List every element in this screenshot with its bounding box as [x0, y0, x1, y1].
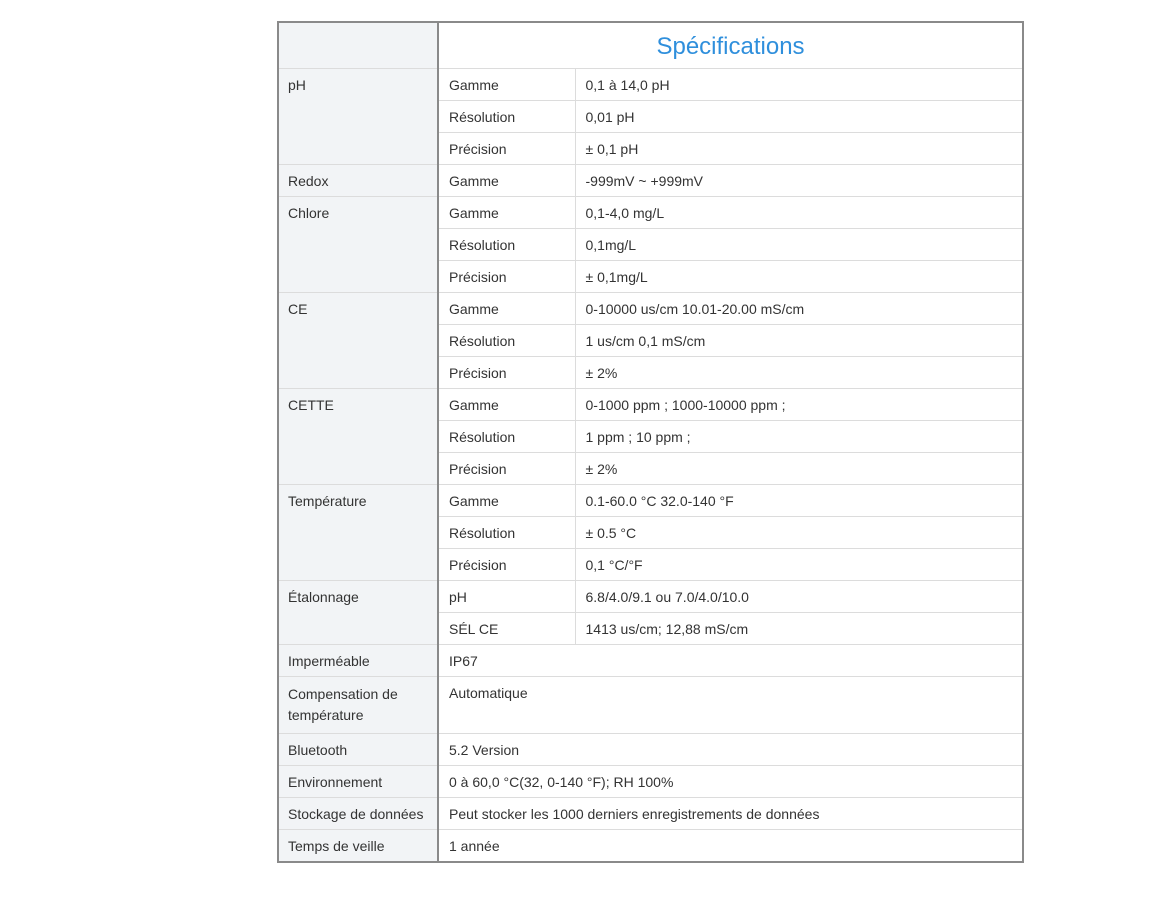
parameter-cell: Gamme — [438, 485, 575, 517]
parameter-cell: Gamme — [438, 389, 575, 421]
table-body — [278, 69, 1023, 863]
value-cell: IP67 — [438, 645, 1023, 677]
category-cell: CETTE — [278, 389, 438, 485]
value-cell: 0,01 pH — [575, 101, 1023, 133]
category-cell: Stockage de données — [278, 798, 438, 830]
parameter-cell: Gamme — [438, 197, 575, 229]
table-row — [278, 830, 1023, 863]
value-cell: ± 0,1mg/L — [575, 261, 1023, 293]
table-row — [278, 165, 1023, 197]
table-row — [278, 645, 1023, 677]
value-cell: Peut stocker les 1000 derniers enregistrements de données — [438, 798, 1023, 830]
value-cell: ± 2% — [575, 357, 1023, 389]
table-row — [278, 197, 1023, 229]
parameter-cell: Précision — [438, 357, 575, 389]
parameter-cell: Gamme — [438, 165, 575, 197]
value-cell: 0-1000 ppm ; 1000-10000 ppm ; — [575, 389, 1023, 421]
header-corner-cell — [278, 22, 438, 69]
table-title: Spécifications — [438, 22, 1023, 69]
value-cell: 6.8/4.0/9.1 ou 7.0/4.0/10.0 — [575, 581, 1023, 613]
parameter-cell: Précision — [438, 549, 575, 581]
parameter-cell: Gamme — [438, 69, 575, 101]
value-cell: Automatique — [438, 677, 1023, 734]
value-cell: 0-10000 us/cm 10.01-20.00 mS/cm — [575, 293, 1023, 325]
category-cell: Redox — [278, 165, 438, 197]
table-row — [278, 766, 1023, 798]
category-cell: Imperméable — [278, 645, 438, 677]
value-cell: 0,1 à 14,0 pH — [575, 69, 1023, 101]
parameter-cell: Résolution — [438, 517, 575, 549]
category-cell: Température — [278, 485, 438, 581]
table-row — [278, 69, 1023, 101]
table-row — [278, 293, 1023, 325]
value-cell: 5.2 Version — [438, 734, 1023, 766]
table-row — [278, 798, 1023, 830]
table-row — [278, 389, 1023, 421]
value-cell: 1 us/cm 0,1 mS/cm — [575, 325, 1023, 357]
category-cell: pH — [278, 69, 438, 165]
table-row — [278, 485, 1023, 517]
parameter-cell: Précision — [438, 133, 575, 165]
parameter-cell: SÉL CE — [438, 613, 575, 645]
parameter-cell: Précision — [438, 261, 575, 293]
value-cell: 1413 us/cm; 12,88 mS/cm — [575, 613, 1023, 645]
category-cell: Bluetooth — [278, 734, 438, 766]
parameter-cell: Précision — [438, 453, 575, 485]
value-cell: 0,1mg/L — [575, 229, 1023, 261]
parameter-cell: Résolution — [438, 101, 575, 133]
value-cell: ± 2% — [575, 453, 1023, 485]
value-cell: 0.1-60.0 °C 32.0-140 °F — [575, 485, 1023, 517]
category-cell: Environnement — [278, 766, 438, 798]
parameter-cell: pH — [438, 581, 575, 613]
value-cell: -999mV ~ +999mV — [575, 165, 1023, 197]
category-cell: Étalonnage — [278, 581, 438, 645]
specifications-table — [277, 21, 1024, 863]
parameter-cell: Résolution — [438, 229, 575, 261]
parameter-cell: Résolution — [438, 325, 575, 357]
value-cell: 0,1-4,0 mg/L — [575, 197, 1023, 229]
category-cell: Temps de veille — [278, 830, 438, 863]
value-cell: 0,1 °C/°F — [575, 549, 1023, 581]
category-cell: CE — [278, 293, 438, 389]
value-cell: 0 à 60,0 °C(32, 0-140 °F); RH 100% — [438, 766, 1023, 798]
table-row — [278, 581, 1023, 613]
parameter-cell: Gamme — [438, 293, 575, 325]
table-row — [278, 677, 1023, 734]
table-row — [278, 734, 1023, 766]
parameter-cell: Résolution — [438, 421, 575, 453]
value-cell: 1 année — [438, 830, 1023, 863]
category-cell: Chlore — [278, 197, 438, 293]
category-cell: Compensation de température — [278, 677, 438, 734]
header-row — [278, 22, 1023, 69]
value-cell: ± 0,1 pH — [575, 133, 1023, 165]
value-cell: ± 0.5 °C — [575, 517, 1023, 549]
value-cell: 1 ppm ; 10 ppm ; — [575, 421, 1023, 453]
